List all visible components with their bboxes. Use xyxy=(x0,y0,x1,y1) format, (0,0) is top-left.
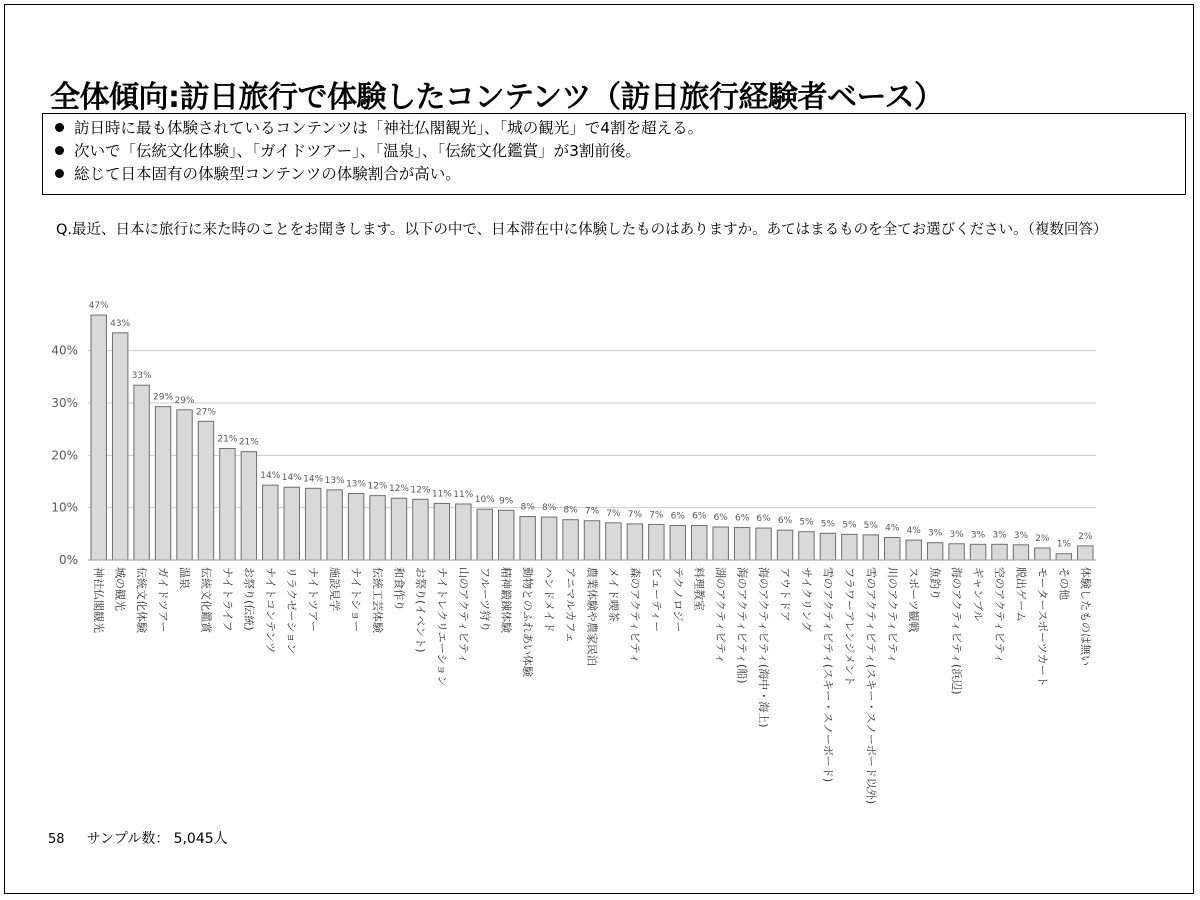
category-label: 空のアクティビティ xyxy=(992,567,1006,664)
data-label: 6% xyxy=(692,511,707,522)
category-label: 料理教室 xyxy=(692,567,706,611)
bar xyxy=(348,494,363,560)
category-label: その他 xyxy=(1057,567,1071,600)
bar xyxy=(1035,548,1050,560)
category-label: テクノロジー xyxy=(671,567,685,633)
bar xyxy=(477,509,492,560)
data-label: 3% xyxy=(928,528,943,539)
data-label: 4% xyxy=(906,526,921,537)
data-label: 14% xyxy=(303,474,324,485)
page-title: 全体傾向:訪日旅行で体験したコンテンツ（訪日旅行経験者ベース） xyxy=(50,80,944,115)
category-label: ガイドツアー xyxy=(156,567,170,633)
category-label: 城の観光 xyxy=(113,567,127,611)
data-label: 2% xyxy=(1078,531,1093,542)
bar xyxy=(992,544,1007,560)
data-label: 3% xyxy=(970,530,986,541)
data-label: 14% xyxy=(281,473,302,484)
category-label: 森のアクティビティ xyxy=(628,567,642,664)
data-label: 6% xyxy=(670,511,685,522)
bar xyxy=(305,488,320,560)
data-label: 13% xyxy=(324,475,345,486)
category-label: お祭り(伝統) xyxy=(242,567,256,631)
bar xyxy=(670,525,685,560)
data-label: 7% xyxy=(627,509,643,520)
category-label: お祭り(イベント) xyxy=(413,567,427,653)
bar xyxy=(456,504,471,560)
category-label: 神社仏閣観光 xyxy=(92,567,106,633)
bar xyxy=(799,532,814,560)
category-label: 伝統文化鑑賞 xyxy=(199,567,213,633)
data-label: 6% xyxy=(756,514,771,525)
bar xyxy=(134,385,149,560)
category-label: 農業体験や農家民泊 xyxy=(585,567,599,666)
data-label: 7% xyxy=(649,510,664,521)
bar xyxy=(949,544,964,560)
category-label: 和食作り xyxy=(392,567,406,611)
bar xyxy=(863,535,878,560)
category-label: 伝統工芸体験 xyxy=(371,567,385,633)
category-label: フラワーアレンジメント xyxy=(842,567,856,687)
y-tick-label: 0% xyxy=(58,553,78,567)
sample-size-value: 5,045人 xyxy=(173,831,228,847)
data-label: 2% xyxy=(1035,533,1050,544)
data-label: 4% xyxy=(885,523,900,534)
survey-question: Q.最近、日本に旅行に来た時のことをお聞きします。以下の中で、日本滞在中に体験したものはありますか。あてはまるものを全てお選びください。（複数回答） xyxy=(56,222,1108,238)
data-label: 21% xyxy=(238,437,259,448)
page-number: 58 xyxy=(48,832,65,847)
category-label: モータースポーツカート xyxy=(1035,567,1049,687)
footer xyxy=(48,828,228,848)
bar xyxy=(777,530,792,560)
category-label: 山のアクティビティ xyxy=(456,567,470,664)
bar xyxy=(198,421,213,560)
data-label: 10% xyxy=(474,495,495,506)
key-point-text: 総じて日本固有の体験型コンテンツの体験割合が高い。 xyxy=(74,165,461,183)
bar xyxy=(734,528,749,560)
category-label: 海のアクティビティ(海中・海上) xyxy=(757,567,771,728)
data-label: 1% xyxy=(1056,539,1071,550)
category-label: ナイトライフ xyxy=(220,567,234,632)
data-label: 47% xyxy=(88,301,109,312)
bar xyxy=(927,543,942,560)
bar xyxy=(241,452,256,560)
data-label: 3% xyxy=(992,530,1007,541)
bar xyxy=(820,533,835,560)
bar xyxy=(606,523,621,560)
bar xyxy=(413,499,428,560)
data-label: 7% xyxy=(584,506,600,517)
category-label: 精神鍛錬体験 xyxy=(499,567,513,633)
data-label: 11% xyxy=(431,489,452,500)
bar xyxy=(370,496,385,560)
data-label: 8% xyxy=(563,505,578,516)
data-label: 29% xyxy=(174,395,195,406)
category-label: ナイトショー xyxy=(349,567,363,633)
y-tick-label: 20% xyxy=(51,448,78,463)
category-label: 魚釣り xyxy=(928,567,942,600)
bar xyxy=(1013,545,1028,560)
bar xyxy=(970,544,985,560)
category-label: アニマルカフェ xyxy=(564,567,578,643)
category-label: サイクリング xyxy=(799,567,813,632)
data-label: 6% xyxy=(777,516,793,527)
category-label: 雪のアクティビティ(スキー・スノーボード以外) xyxy=(864,567,878,805)
data-label: 29% xyxy=(153,392,174,403)
bar xyxy=(756,528,771,560)
category-label: ナイトコンテンツ xyxy=(263,567,277,654)
key-point-text: 訪日時に最も体験されているコンテンツは「神社仏閣観光」、「城の観光」で4割を超える。 xyxy=(74,119,704,137)
category-label: ナイトレクリエーション xyxy=(435,567,449,687)
data-label: 33% xyxy=(131,371,152,382)
sample-size-label: サンプル数： xyxy=(86,831,170,847)
data-label: 21% xyxy=(217,434,238,445)
data-label: 11% xyxy=(453,489,474,500)
data-label: 9% xyxy=(499,496,514,507)
category-label: ビューティー xyxy=(649,567,663,633)
bar xyxy=(91,315,106,560)
bar xyxy=(520,517,535,560)
data-label: 14% xyxy=(260,471,281,482)
bar xyxy=(906,540,921,560)
bar xyxy=(220,449,235,560)
bar xyxy=(434,503,449,560)
category-label: 川のアクティビティ xyxy=(885,567,899,664)
bar xyxy=(649,524,664,560)
category-label: 動物とのふれあい体験 xyxy=(521,567,535,677)
bar xyxy=(842,534,857,560)
category-label: 脱出ゲーム xyxy=(1014,567,1028,622)
data-label: 12% xyxy=(367,481,388,492)
bar xyxy=(541,517,556,560)
data-label: 3% xyxy=(949,529,964,540)
y-tick-label: 30% xyxy=(51,395,78,410)
bar xyxy=(584,521,599,560)
bar xyxy=(1078,546,1093,560)
category-label: 温泉 xyxy=(178,567,192,589)
data-label: 8% xyxy=(520,502,535,513)
bar xyxy=(112,333,127,560)
bar xyxy=(263,485,278,560)
data-label: 8% xyxy=(541,503,557,514)
data-label: 6% xyxy=(713,513,728,524)
category-label: 雪のアクティビティ(スキー・スノーボード) xyxy=(821,567,835,783)
category-label: ナイトツアー xyxy=(306,567,320,632)
category-label: メイド喫茶 xyxy=(606,567,620,622)
bar xyxy=(155,407,170,560)
category-label: 施設見学 xyxy=(328,567,342,611)
data-label: 3% xyxy=(1013,530,1029,541)
bar xyxy=(327,490,342,560)
category-label: 湖のアクティビティ xyxy=(714,567,728,664)
data-label: 5% xyxy=(820,519,836,530)
data-label: 27% xyxy=(195,407,216,418)
category-label: リラクゼーション xyxy=(285,567,299,655)
key-point-text: 次いで「伝統文化体験」、「ガイドツアー」、「温泉」、「伝統文化鑑賞」が3割前後。 xyxy=(74,142,641,160)
data-label: 6% xyxy=(734,513,750,524)
category-label: 海のアクティビティ(浜辺) xyxy=(950,567,964,695)
category-label: スポーツ観戦 xyxy=(907,567,921,633)
data-label: 43% xyxy=(110,318,131,329)
category-label: フルーツ狩り xyxy=(478,567,492,633)
data-label: 13% xyxy=(346,479,367,490)
data-label: 5% xyxy=(863,520,878,531)
category-label: ハンドメイド xyxy=(542,567,556,633)
category-label: アウトドア xyxy=(778,567,792,622)
bar xyxy=(713,527,728,560)
y-tick-label: 40% xyxy=(51,343,78,358)
data-label: 12% xyxy=(410,485,431,496)
bar xyxy=(1056,554,1071,560)
data-label: 5% xyxy=(799,517,814,528)
bar xyxy=(885,537,900,560)
bar xyxy=(284,487,299,560)
bar xyxy=(692,525,707,560)
bar xyxy=(391,498,406,560)
data-label: 12% xyxy=(388,484,409,495)
bar xyxy=(177,410,192,560)
bar xyxy=(627,524,642,560)
category-label: 体験したものは無い xyxy=(1078,567,1092,666)
category-label: 伝統文化体験 xyxy=(135,567,149,633)
category-label: 海のアクティビティ(船) xyxy=(735,567,749,684)
data-label: 7% xyxy=(606,508,621,519)
y-tick-label: 10% xyxy=(51,500,78,515)
category-label: ギャンブル xyxy=(971,567,985,622)
data-label: 5% xyxy=(842,520,857,531)
bar xyxy=(498,510,513,560)
bar xyxy=(563,520,578,560)
